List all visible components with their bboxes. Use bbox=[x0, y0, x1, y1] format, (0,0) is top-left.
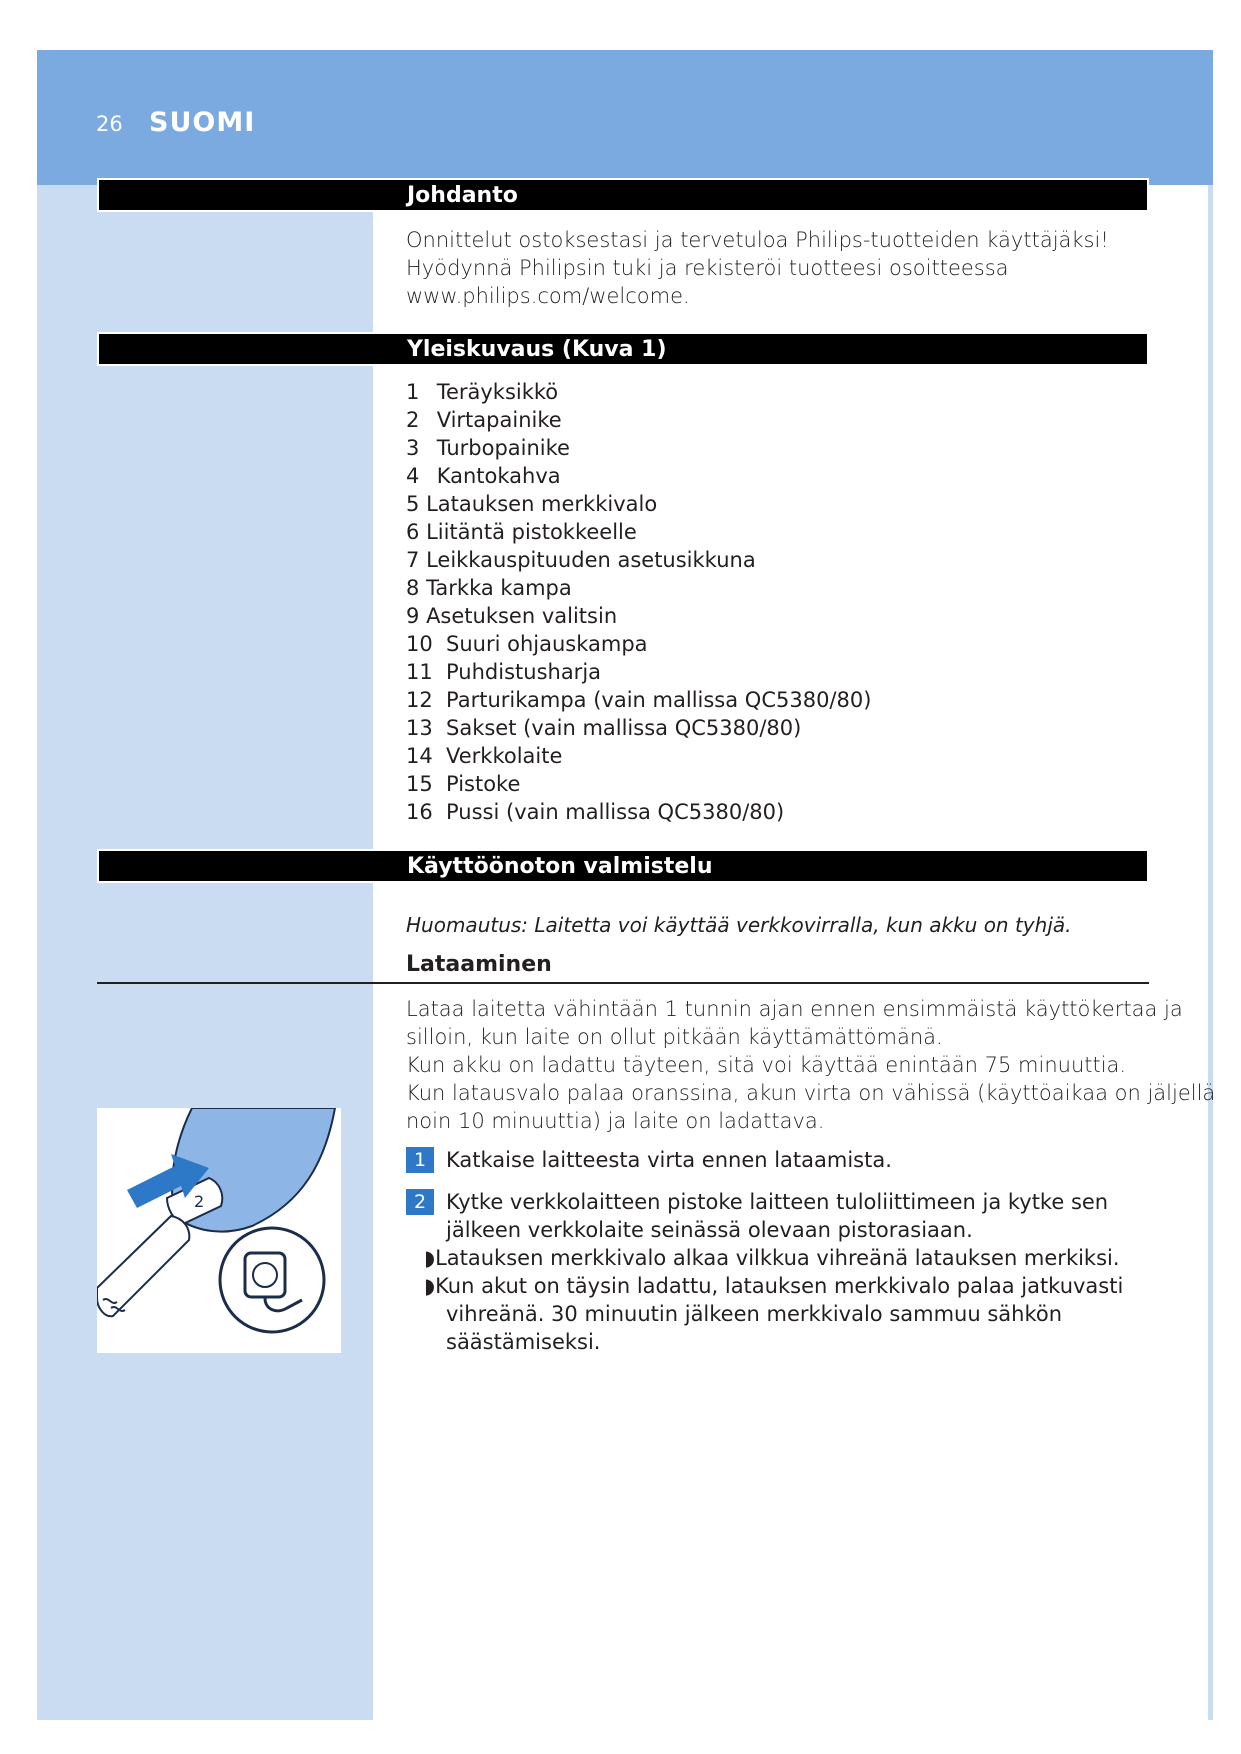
right-edge-strip bbox=[1208, 185, 1213, 1720]
charging-illustration bbox=[97, 1108, 341, 1353]
section-title: Yleiskuvaus (Kuva 1) bbox=[407, 337, 667, 362]
text-line: Onnittelut ostoksestasi ja tervetuloa Philips-tuotteiden käyttäjäksi! bbox=[406, 228, 1109, 252]
text-line: Kun akku on ladattu täyteen, sitä voi käyttää enintään 75 minuuttia. bbox=[406, 1053, 1127, 1077]
side-strip bbox=[37, 185, 373, 1720]
charging-text bbox=[406, 995, 1215, 1135]
text-line: Hyödynnä Philipsin tuki ja rekisteröi tuotteesi osoitteessa bbox=[406, 256, 1009, 280]
list-item: 1 Teräyksikkö bbox=[406, 380, 559, 404]
text-line: Lataa laitetta vähintään 1 tunnin ajan ennen ensimmäistä käyttökertaa ja bbox=[406, 997, 1183, 1021]
section-bar-overview bbox=[97, 332, 1149, 366]
list-item: 10 Suuri ohjauskampa bbox=[406, 632, 648, 656]
divider bbox=[97, 982, 1149, 984]
text-line: www.philips.com/welcome. bbox=[406, 284, 690, 308]
callout-pointer bbox=[309, 1180, 341, 1224]
parts-list bbox=[406, 378, 871, 826]
list-item: 9 Asetuksen valitsin bbox=[406, 604, 618, 628]
list-item: 7 Leikkauspituuden asetusikkuna bbox=[406, 548, 756, 572]
illustration-label: 2 bbox=[194, 1192, 205, 1211]
subheading-charging: Lataaminen bbox=[406, 952, 552, 977]
list-item: 15 Pistoke bbox=[406, 772, 521, 796]
result-bullet: ◗Latauksen merkkivalo alkaa vilkkua vihreänä latauksen merkiksi. bbox=[424, 1246, 1120, 1270]
bullet-icon: ◗ bbox=[424, 1274, 436, 1298]
bullet-icon: ◗ bbox=[424, 1246, 436, 1270]
step-number-badge: 1 bbox=[406, 1147, 434, 1173]
section-title: Johdanto bbox=[407, 183, 518, 208]
clipper-plug-illustration bbox=[97, 1108, 341, 1353]
list-item: 16 Pussi (vain mallissa QC5380/80) bbox=[406, 800, 785, 824]
section-bar-preparation bbox=[97, 849, 1149, 883]
step-number-badge: 2 bbox=[406, 1189, 434, 1215]
section-title: Käyttöönoton valmistelu bbox=[407, 854, 713, 879]
text-line: silloin, kun laite on ollut pitkään käyttämättömänä. bbox=[406, 1025, 943, 1049]
list-item: 6 Liitäntä pistokkeelle bbox=[406, 520, 637, 544]
list-item: 4 Kantokahva bbox=[406, 464, 561, 488]
list-item: 13 Sakset (vain mallissa QC5380/80) bbox=[406, 716, 802, 740]
list-item: 14 Verkkolaite bbox=[406, 744, 563, 768]
step-1: 1 Katkaise laitteesta virta ennen lataamista. bbox=[406, 1146, 892, 1174]
note-text: Huomautus: Laitetta voi käyttää verkkovirralla, kun akku on tyhjä. bbox=[406, 913, 1072, 937]
list-item: 11 Puhdistusharja bbox=[406, 660, 602, 684]
step-2: 2 Kytke verkkolaitteen pistoke laitteen tuloliittimeen ja kytke sen jälkeen verkkolaite seinässä olevaan pistorasiaan. bbox=[406, 1188, 1108, 1244]
list-item: 5 Latauksen merkkivalo bbox=[406, 492, 658, 516]
text-line: noin 10 minuuttia) ja laite on ladattava. bbox=[406, 1109, 825, 1133]
list-item: 8 Tarkka kampa bbox=[406, 576, 572, 600]
text-line: Kun latausvalo palaa oranssina, akun virta on vähissä (käyttöaikaa on jäljellä bbox=[406, 1081, 1216, 1105]
page-number: 26 bbox=[96, 112, 123, 136]
language-title: SUOMI bbox=[149, 107, 256, 138]
list-item: 3 Turbopainike bbox=[406, 436, 570, 460]
list-item: 2 Virtapainike bbox=[406, 408, 562, 432]
list-item: 12 Parturikampa (vain mallissa QC5380/80) bbox=[406, 688, 872, 712]
result-bullet: ◗Kun akut on täysin ladattu, latauksen merkkivalo palaa jatkuvasti vihreänä. 30 minuutin jälkeen merkkivalo sammuu sähkön säästämiseksi. bbox=[424, 1274, 1124, 1354]
intro-text bbox=[406, 226, 1109, 310]
section-bar-intro bbox=[97, 178, 1149, 212]
